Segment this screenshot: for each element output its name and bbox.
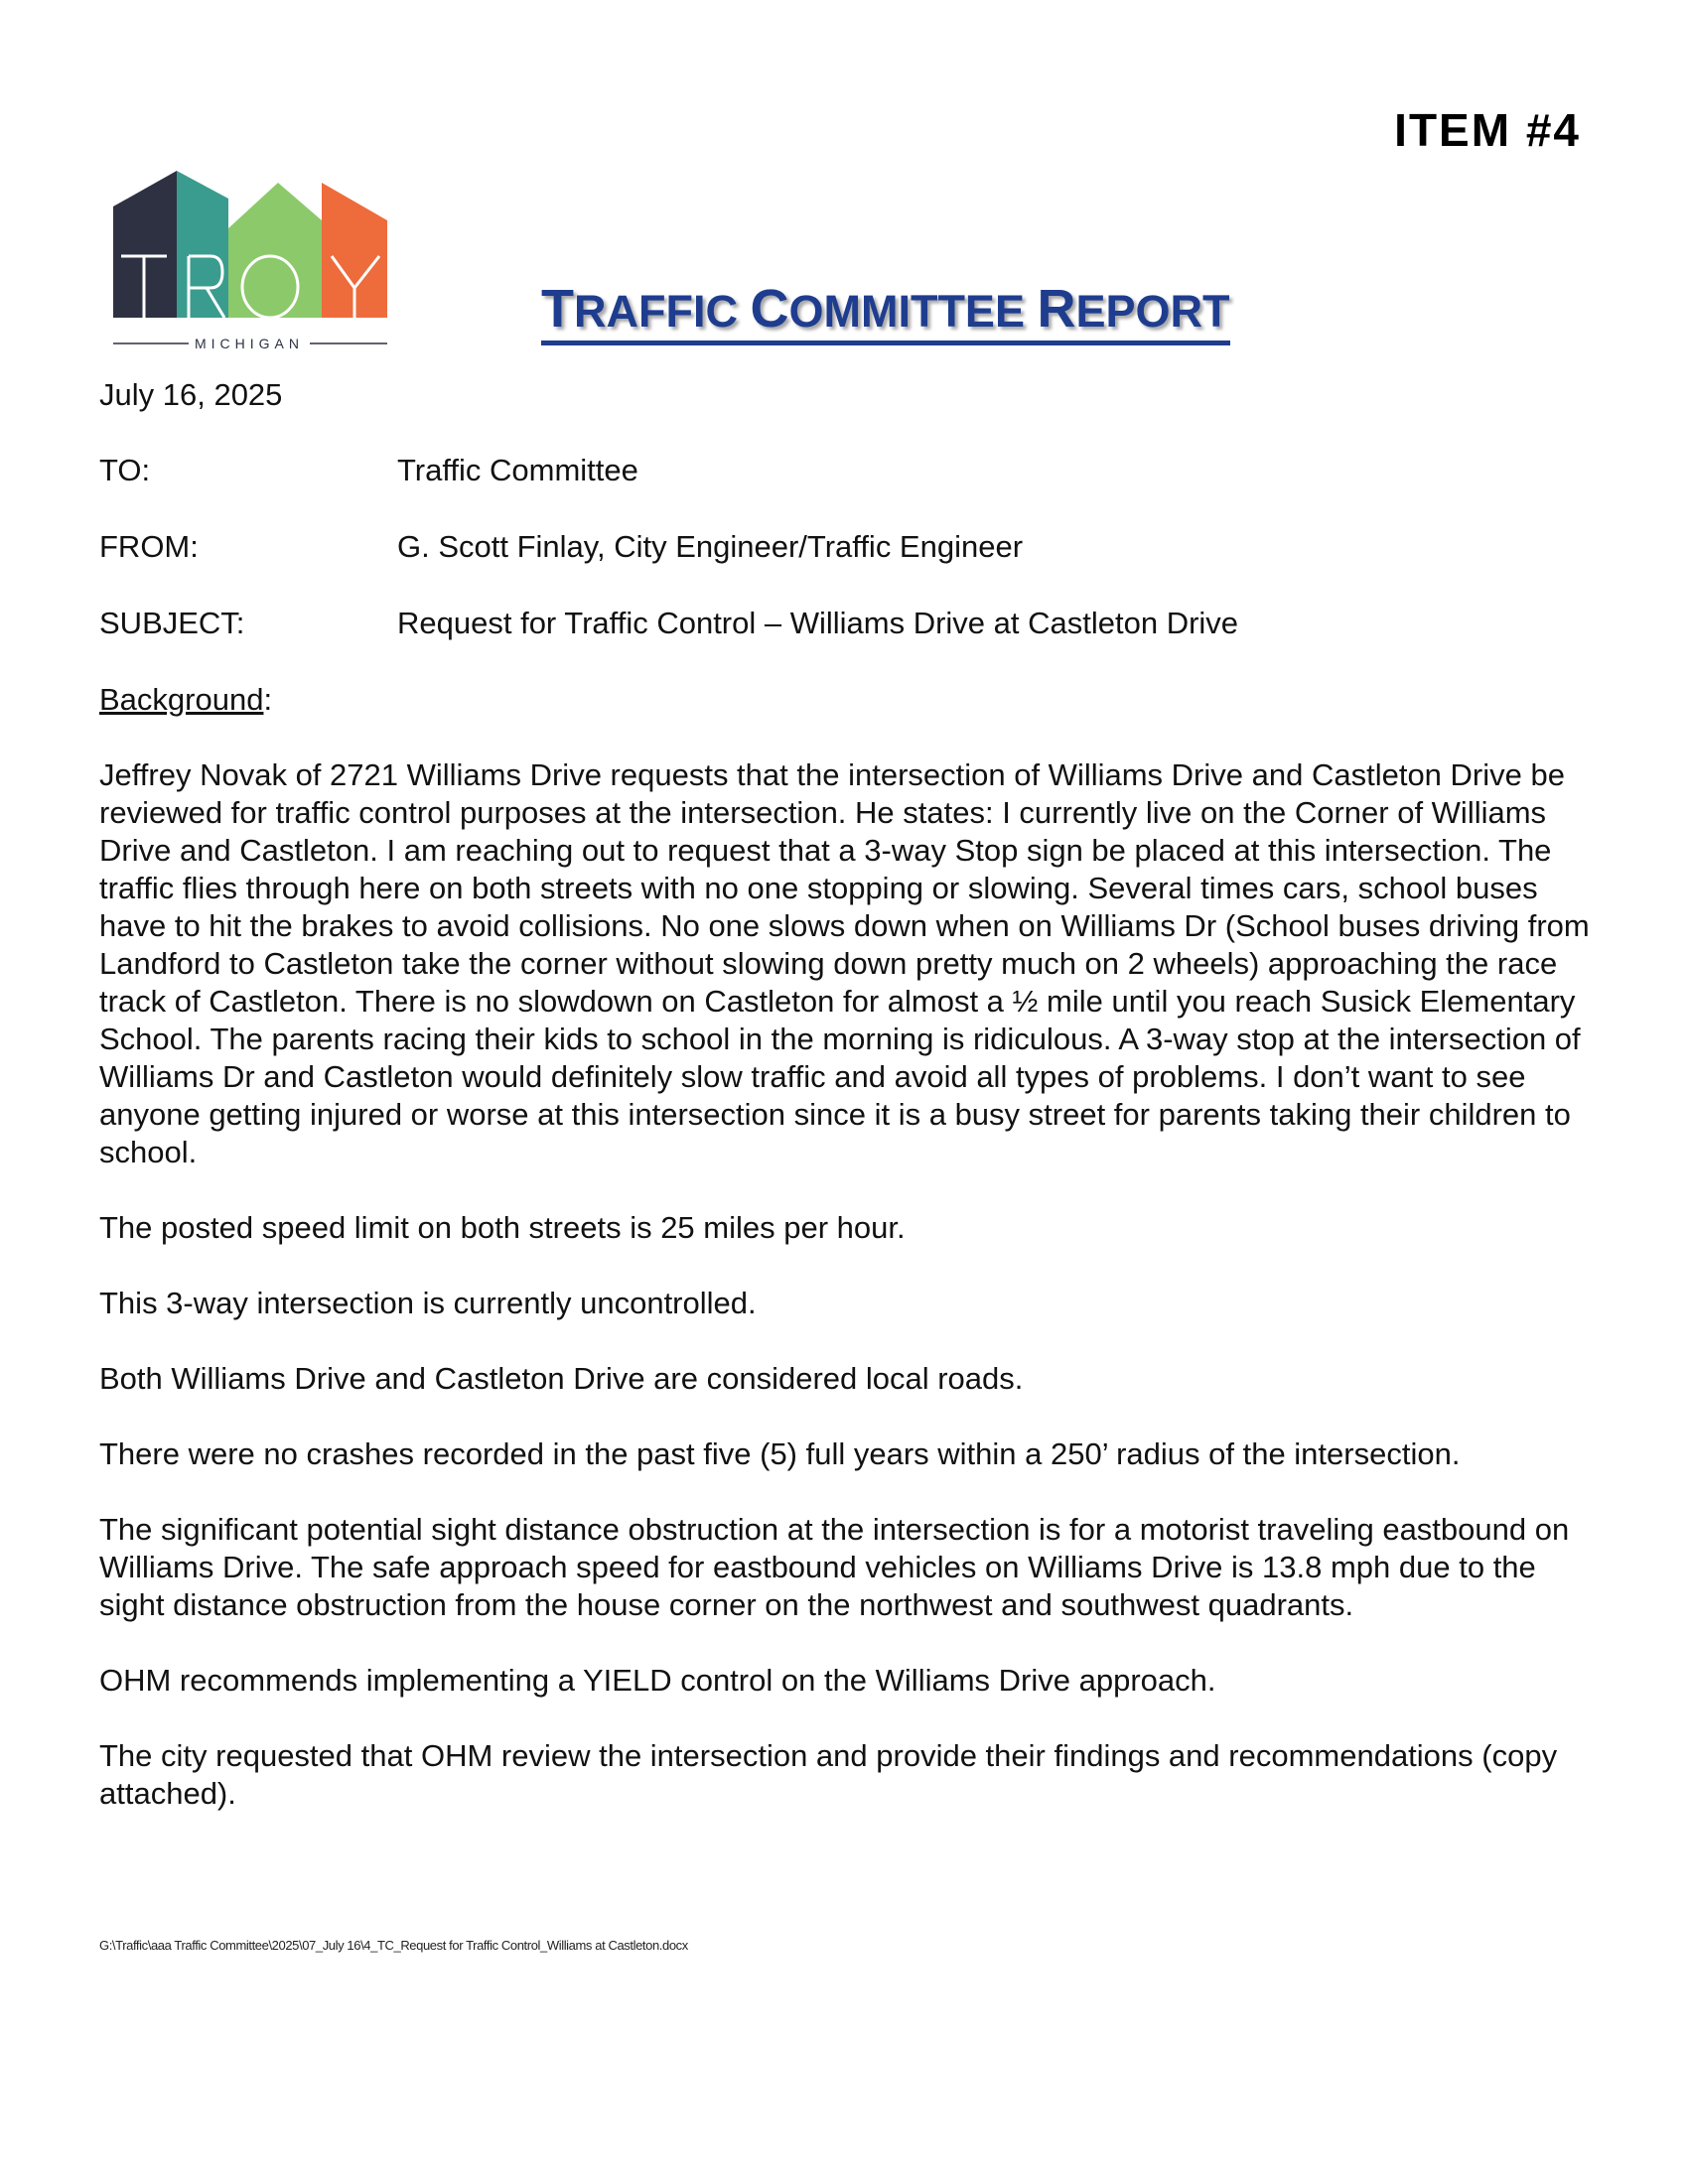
- memo-from-label: FROM:: [99, 529, 199, 564]
- paragraph-request: Jeffrey Novak of 2721 Williams Drive requests that the intersection of Williams Drive and Castleton Drive be reviewed for traffic control purposes at the intersection. He states: I currently live on the Corner of Williams Drive and Castleton. I am reaching out to request that a 3-way Stop sign be placed at this intersection. The traffic flies through here on both streets with no one stopping or slowing. Several times cars, school buses have to hit the brakes to avoid collisions. No one slows down when on Williams Dr (School buses driving from Landford to Castleton take the corner without slowing down pretty much on 2 wheels) approaching the race track of Castleton. There is no slowdown on Castleton for almost a ½ mile until you reach Susick Elementary School. The parents racing their kids to school in the morning is ridiculous. A 3-way stop at the intersection of Williams Dr and Castleton would definitely slow traffic and avoid all types of problems. I don’t want to see anyone getting injured or worse at this intersection since it is a busy street for parents taking their children to school.: [99, 757, 1590, 1169]
- memo-subject-row: [99, 606, 1589, 641]
- item-number: ITEM #4: [1394, 104, 1581, 156]
- paragraph-sight-distance: The significant potential sight distance obstruction at the intersection is for a motorist traveling eastbound on Williams Drive. The safe approach speed for eastbound vehicles on Williams Drive is 13.8 mph due to the sight distance obstruction from the house corner on the northwest and southwest quadrants.: [99, 1512, 1570, 1622]
- memo-to-label: TO:: [99, 453, 151, 487]
- paragraph-speed-limit: The posted speed limit on both streets is 25 miles per hour.: [99, 1210, 906, 1245]
- troy-logo: [111, 169, 389, 357]
- memo-from-row: [99, 529, 1589, 565]
- report-title: TRAFFIC COMMITTEE REPORT: [541, 280, 1230, 345]
- paragraph-recommendation: OHM recommends implementing a YIELD control on the Williams Drive approach.: [99, 1663, 1216, 1698]
- memo-subject-label: SUBJECT:: [99, 606, 245, 640]
- background-heading: Background: [99, 682, 264, 717]
- footer-file-path: G:\Traffic\aaa Traffic Committee\2025\07_July 16\4_TC_Request for Traffic Control_Williams at Castleton.docx: [99, 1938, 688, 1953]
- background-heading-line: Background:: [99, 682, 273, 717]
- paragraph-crashes: There were no crashes recorded in the past five (5) full years within a 250’ radius of the intersection.: [99, 1436, 1461, 1471]
- memo-to-row: [99, 453, 1589, 488]
- logo-subtitle: MICHIGAN: [195, 336, 304, 351]
- paragraph-control-status: This 3-way intersection is currently uncontrolled.: [99, 1286, 757, 1320]
- memo-from-value: G. Scott Finlay, City Engineer/Traffic Engineer: [397, 529, 1024, 564]
- memo-to-value: Traffic Committee: [397, 453, 638, 487]
- report-body: [99, 681, 1609, 1850]
- paragraph-ohm-review: The city requested that OHM review the intersection and provide their findings and recommendations (copy attached).: [99, 1738, 1558, 1811]
- report-date: July 16, 2025: [99, 377, 283, 412]
- memo-subject-value: Request for Traffic Control – Williams Drive at Castleton Drive: [397, 606, 1239, 640]
- paragraph-road-class: Both Williams Drive and Castleton Drive are considered local roads.: [99, 1361, 1024, 1396]
